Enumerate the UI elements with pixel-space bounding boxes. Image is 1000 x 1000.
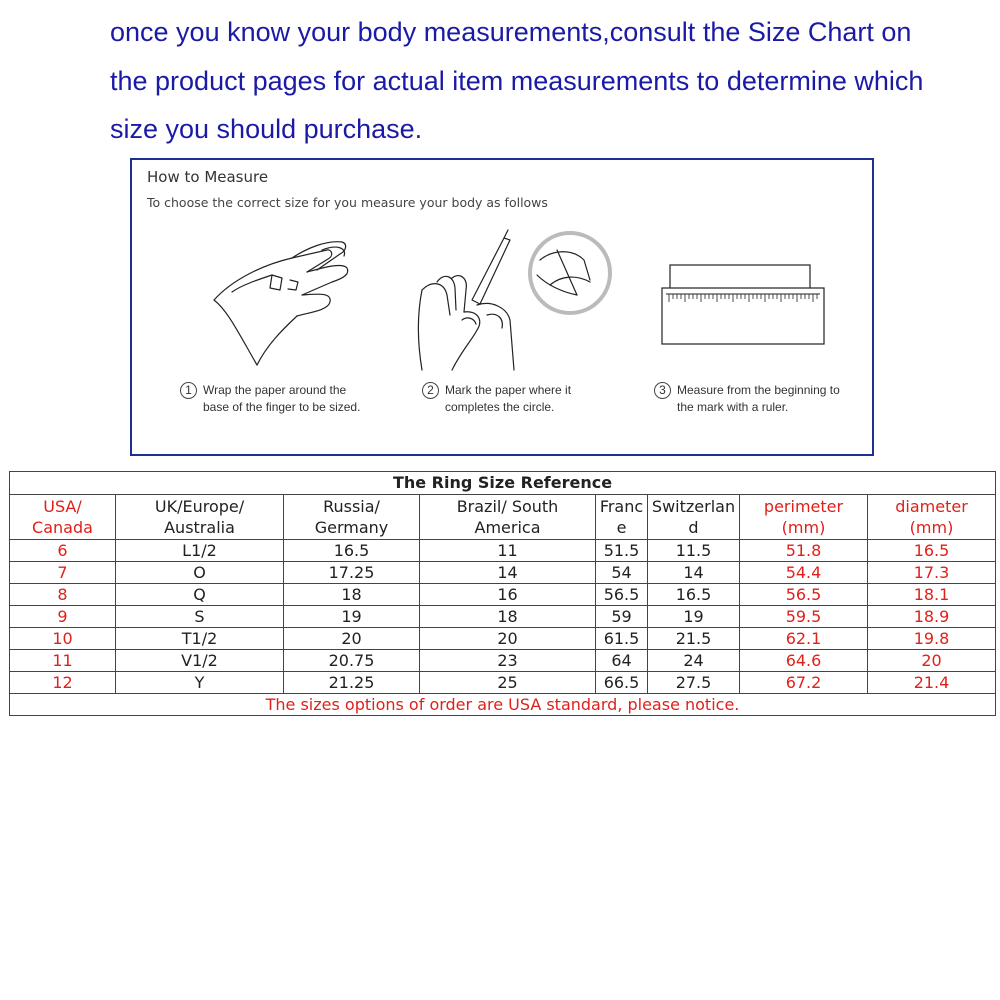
table-cell: 17.25	[284, 562, 420, 584]
table-cell: 19.8	[868, 628, 996, 650]
table-cell: 54	[596, 562, 648, 584]
step-1-number: 1	[180, 382, 197, 399]
table-cell: 67.2	[740, 672, 868, 694]
table-cell: 27.5	[648, 672, 740, 694]
table-cell: 21.5	[648, 628, 740, 650]
intro-line-1: once you know your body measurements,consult the Size Chart on	[110, 17, 912, 47]
header-perimeter: perimeter (mm)	[740, 495, 868, 540]
step-2	[422, 382, 571, 416]
table-cell: 18.9	[868, 606, 996, 628]
step-3-text: Measure from the beginning to the mark with a ruler.	[677, 383, 840, 414]
table-cell: 62.1	[740, 628, 868, 650]
table-row	[10, 562, 996, 584]
table-cell: 16	[420, 584, 596, 606]
header-brazil-south-america: Brazil/ South America	[420, 495, 596, 540]
table-cell: 20.75	[284, 650, 420, 672]
table-cell: 51.8	[740, 540, 868, 562]
intro-paragraph	[110, 8, 990, 154]
table-cell: 11.5	[648, 540, 740, 562]
hand-wrap-illustration	[214, 242, 348, 365]
table-row	[10, 628, 996, 650]
table-row	[10, 672, 996, 694]
header-uk-europe-australia: UK/Europe/ Australia	[116, 495, 284, 540]
how-to-measure-subtitle: To choose the correct size for you measure your body as follows	[147, 195, 548, 210]
table-row	[10, 650, 996, 672]
table-cell: 8	[10, 584, 116, 606]
table-cell: 7	[10, 562, 116, 584]
table-cell: 51.5	[596, 540, 648, 562]
step-2-text: Mark the paper where it completes the circle.	[445, 383, 572, 414]
table-cell: 9	[10, 606, 116, 628]
table-cell: 25	[420, 672, 596, 694]
ring-size-table	[9, 471, 996, 716]
how-to-measure-panel	[130, 158, 874, 456]
table-cell: 16.5	[648, 584, 740, 606]
table-cell: O	[116, 562, 284, 584]
table-row	[10, 606, 996, 628]
header-france: Franc e	[596, 495, 648, 540]
step-1-text: Wrap the paper around the base of the finger to be sized.	[203, 383, 361, 414]
table-cell: 20	[284, 628, 420, 650]
step-2-number: 2	[422, 382, 439, 399]
step-3-number: 3	[654, 382, 671, 399]
intro-line-3: size you should purchase.	[110, 114, 423, 144]
table-cell: 12	[10, 672, 116, 694]
table-cell: 16.5	[868, 540, 996, 562]
table-cell: V1/2	[116, 650, 284, 672]
table-cell: 18.1	[868, 584, 996, 606]
table-cell: 18	[284, 584, 420, 606]
table-cell: 21.25	[284, 672, 420, 694]
table-cell: 14	[420, 562, 596, 584]
table-cell: 19	[648, 606, 740, 628]
ruler-illustration	[662, 265, 824, 344]
table-cell: 20	[420, 628, 596, 650]
table-cell: Y	[116, 672, 284, 694]
header-diameter: diameter (mm)	[868, 495, 996, 540]
table-cell: 56.5	[596, 584, 648, 606]
table-cell: 10	[10, 628, 116, 650]
measuring-illustrations	[132, 220, 872, 390]
table-cell: 6	[10, 540, 116, 562]
table-cell: 56.5	[740, 584, 868, 606]
header-switzerland: Switzerlan d	[648, 495, 740, 540]
table-cell: 19	[284, 606, 420, 628]
table-footnote: The sizes options of order are USA standard, please notice.	[10, 694, 996, 716]
table-row	[10, 540, 996, 562]
table-cell: 21.4	[868, 672, 996, 694]
table-cell: L1/2	[116, 540, 284, 562]
table-cell: T1/2	[116, 628, 284, 650]
table-cell: 59	[596, 606, 648, 628]
mark-paper-illustration	[418, 230, 610, 370]
table-cell: 11	[10, 650, 116, 672]
table-body	[10, 540, 996, 694]
table-cell: 24	[648, 650, 740, 672]
table-caption: The Ring Size Reference	[10, 472, 996, 495]
table-cell: 14	[648, 562, 740, 584]
intro-line-2: the product pages for actual item measurements to determine which	[110, 65, 924, 96]
table-cell: 66.5	[596, 672, 648, 694]
step-3	[654, 382, 840, 416]
table-cell: S	[116, 606, 284, 628]
table-cell: 64.6	[740, 650, 868, 672]
header-usa-canada: USA/ Canada	[10, 495, 116, 540]
table-cell: 54.4	[740, 562, 868, 584]
table-row	[10, 584, 996, 606]
table-cell: 18	[420, 606, 596, 628]
table-cell: 23	[420, 650, 596, 672]
table-cell: 59.5	[740, 606, 868, 628]
how-to-measure-title: How to Measure	[147, 168, 269, 186]
table-cell: 16.5	[284, 540, 420, 562]
table-cell: 20	[868, 650, 996, 672]
table-cell: 64	[596, 650, 648, 672]
step-1	[180, 382, 360, 416]
header-russia-germany: Russia/ Germany	[284, 495, 420, 540]
table-cell: 11	[420, 540, 596, 562]
table-cell: Q	[116, 584, 284, 606]
table-header-row	[10, 495, 996, 540]
table-cell: 17.3	[868, 562, 996, 584]
table-cell: 61.5	[596, 628, 648, 650]
